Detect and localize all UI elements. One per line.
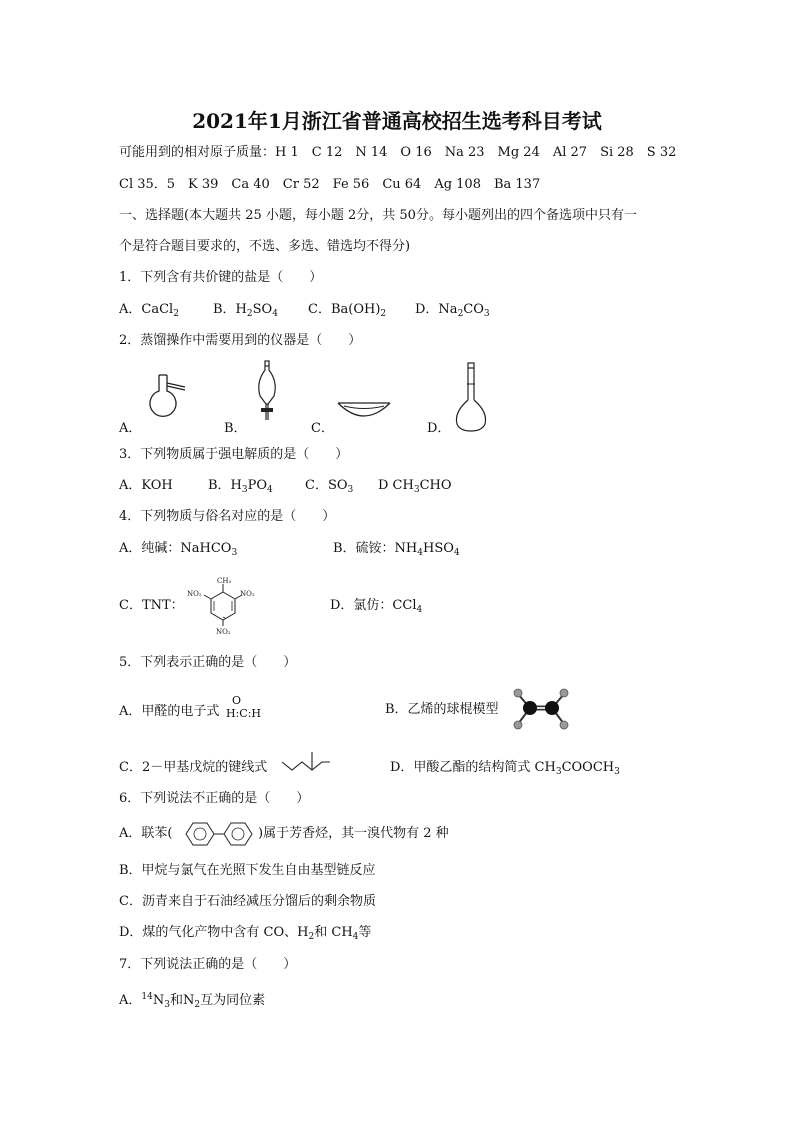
q6-option-b: B．甲烷与氯气在光照下发生自由基型链反应 xyxy=(119,863,376,878)
tnt-structure-icon xyxy=(183,574,263,636)
ethylene-ball-stick-model-icon xyxy=(508,686,574,734)
biphenyl-structure-icon xyxy=(180,821,258,847)
q4-option-a: A．纯碱：NaHCO$_3$ xyxy=(119,541,238,558)
q5-option-c: C．2－甲基戊烷的键线式 xyxy=(119,760,268,775)
q6-option-a-suffix: )属于芳香烃，其一溴代物有 2 种 xyxy=(258,826,449,841)
evaporating-dish-icon xyxy=(336,399,392,421)
q6-option-d: D．煤的气化产物中含有 CO、$H_2$和 $CH_4$等 xyxy=(119,925,372,942)
question-3-stem: 3．下列物质属于强电解质的是（ ） xyxy=(119,447,349,462)
q3-option-c: C．$SO_3$ xyxy=(305,478,354,495)
q3-option-d: D $CH_3CHO$ xyxy=(378,478,452,495)
q2-option-c-label: C． xyxy=(311,421,334,436)
methylpentane-skeletal-formula-icon xyxy=(280,750,332,776)
q3-option-b: B．$H_3PO_4$ xyxy=(208,478,273,495)
tnt-no2-bottom-label: NO₂ xyxy=(216,628,231,636)
tnt-ch3-label: CH₃ xyxy=(217,577,232,585)
q7-option-a: A．$^{14}N_3$和$N_2$互为同位素 xyxy=(119,992,266,1010)
distillation-flask-icon xyxy=(145,373,195,433)
separatory-funnel-icon xyxy=(252,360,282,424)
tnt-no2-right-label: NO₂ xyxy=(240,590,255,598)
volumetric-flask-icon xyxy=(452,362,492,434)
q1-option-c: C．$Ba(OH)_2$ xyxy=(308,302,387,319)
question-2-stem: 2．蒸馏操作中需要用到的仪器是（ ） xyxy=(119,333,362,348)
q5-option-b: B．乙烯的球棍模型 xyxy=(385,702,499,717)
q5-option-a: A．甲醛的电子式 xyxy=(119,704,220,719)
page-title: 2021年1月浙江省普通高校招生选考科目考试 xyxy=(192,109,602,133)
q2-option-d-label: D． xyxy=(427,421,451,436)
q3-option-a: A．KOH xyxy=(119,478,173,493)
q4-option-d: D．氯仿：CCl$_4$ xyxy=(330,598,423,615)
q6-option-a-prefix: A．联苯( xyxy=(119,826,173,841)
question-5-stem: 5．下列表示正确的是（ ） xyxy=(119,655,297,670)
question-6-stem: 6．下列说法不正确的是（ ） xyxy=(119,791,310,806)
atomic-mass-line-2: Cl 35．5 K 39 Ca 40 Cr 52 Fe 56 Cu 64 Ag 108 Ba 137 xyxy=(119,177,541,192)
q2-option-b-label: B． xyxy=(224,421,247,436)
q6-option-c: C．沥青来自于石油经减压分馏后的剩余物质 xyxy=(119,894,376,909)
tnt-no2-left-label: NO₂ xyxy=(187,590,202,598)
question-7-stem: 7．下列说法正确的是（ ） xyxy=(119,957,297,972)
formaldehyde-electron-formula-top: O xyxy=(232,694,242,707)
q1-option-b: B．$H_2SO_4$ xyxy=(213,302,278,319)
section-instructions-line-2: 个是符合题目要求的，不选、多选、错选均不得分) xyxy=(119,239,411,254)
section-instructions-line-1: 一、选择题(本大题共 25 小题，每小题 2分，共 50分。每小题列出的四个备选项中只有一 xyxy=(119,208,637,223)
q4-option-b: B．硫铵：$NH_4HSO_4$ xyxy=(333,541,460,558)
question-1-stem: 1．下列含有共价键的盐是（ ） xyxy=(119,270,323,285)
q1-option-a: A．CaCl$_2$ xyxy=(119,302,179,319)
q1-option-d: D．$Na_2CO_3$ xyxy=(415,302,490,319)
q5-option-d: D．甲酸乙酯的结构简式 $CH_3COOCH_3$ xyxy=(390,760,620,777)
atomic-mass-line-1: 可能用到的相对原子质量：H 1 C 12 N 14 O 16 Na 23 Mg 24 Al 27 Si 28 S 32 xyxy=(119,145,677,160)
q4-option-c: C．TNT： xyxy=(119,598,184,613)
formaldehyde-electron-formula-bottom: H:C:H xyxy=(226,707,262,720)
question-4-stem: 4．下列物质与俗名对应的是（ ） xyxy=(119,509,336,524)
q2-option-a-label: A． xyxy=(119,421,142,436)
